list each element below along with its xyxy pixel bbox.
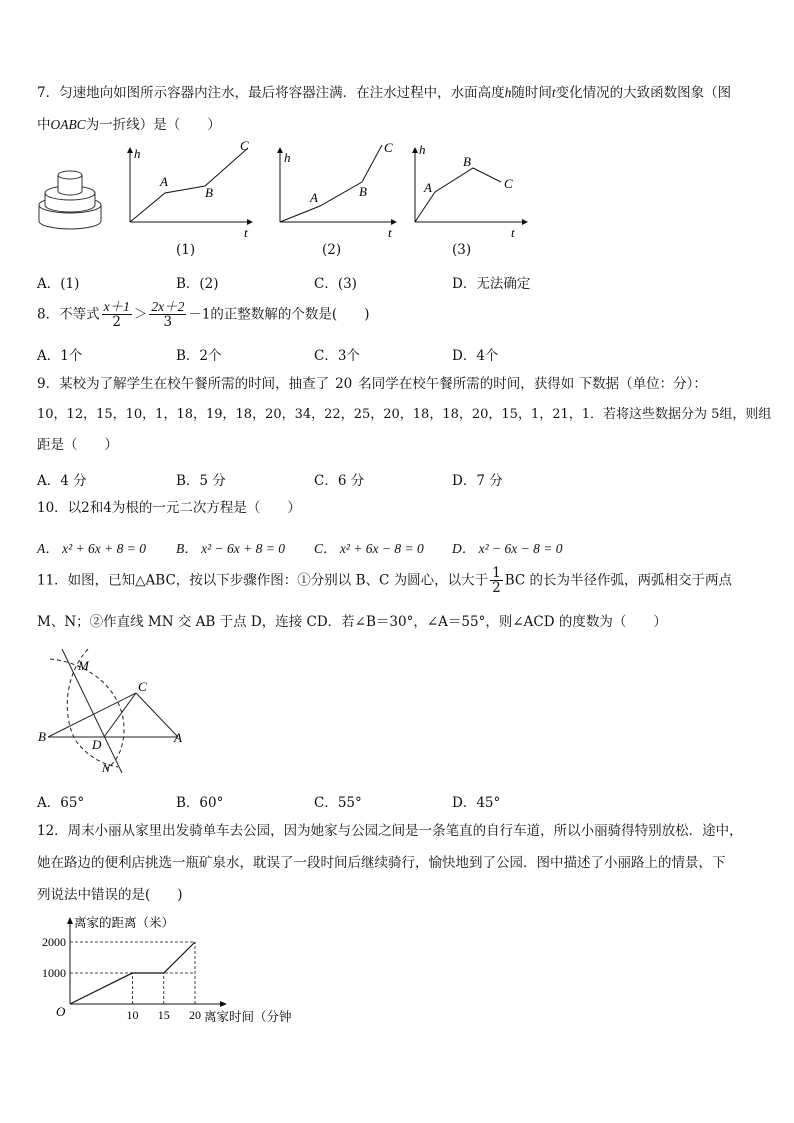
q11-figure — [36, 645, 196, 780]
graph-2-label: (2) — [322, 242, 342, 258]
q7-option-b[interactable]: B．(2) — [176, 276, 219, 292]
g3-axis-t: t — [511, 225, 515, 240]
q7-text-a: 7．匀速地向如图所示容器内注水，最后将容器注满．在注水过程中，水面高度 — [37, 85, 505, 101]
q11-stem-line1 — [37, 566, 732, 595]
q9-count: 20 — [335, 376, 353, 392]
q7-var-t: t — [551, 85, 556, 100]
g1-point-a: A — [160, 174, 168, 189]
g3-point-b: B — [463, 154, 471, 169]
chart-y-arrow — [67, 917, 73, 924]
container-figure — [36, 165, 106, 237]
q12-stem-line2: 她在路边的便利店挑选一瓶矿泉水，耽误了一段时间后继续骑行，愉快地到了公园．图中描述了小丽路上的情景，下 — [37, 855, 726, 871]
q11-label-b: B — [38, 729, 46, 744]
q11-label-n: N — [102, 761, 111, 775]
g1-axis-t: t — [244, 225, 248, 240]
q7-option-d[interactable]: D．无法确定 — [452, 276, 531, 292]
q12-stem-line3: 列说法中错误的是( ) — [37, 887, 183, 903]
q9-option-a[interactable]: A．4 分 — [37, 473, 87, 489]
graph-3-label: (3) — [452, 242, 472, 258]
g3-axis-h: h — [419, 142, 426, 157]
q9-text-a: 9．某校为了解学生在校午餐所需的时间，抽查了 — [37, 376, 330, 392]
chart-x-tick-label: 10 — [126, 1008, 139, 1022]
g2-point-c: C — [384, 140, 393, 155]
q12-distance-chart — [28, 910, 328, 1030]
q7-text-b: 随时间 — [511, 85, 552, 101]
q10-option-a[interactable]: A． x² + 6x + 8 = 0 — [37, 541, 146, 556]
q8-fraction-1 — [102, 300, 132, 329]
q9-option-b[interactable]: B．5 分 — [176, 473, 226, 489]
q11-half-num: 1 — [492, 565, 501, 581]
g1-axis-h: h — [134, 146, 141, 161]
q11-option-b[interactable]: B．60° — [176, 795, 224, 811]
graph-3 — [405, 140, 535, 240]
g2-point-a: A — [310, 190, 318, 205]
q10-option-d[interactable]: D． x² − 6x − 8 = 0 — [452, 541, 563, 556]
q7-text-c: 变化情况的大致函数图象（图 — [555, 85, 732, 101]
q8-option-c[interactable]: C．3个 — [314, 348, 360, 364]
q10-option-b[interactable]: B． x² − 6x + 8 = 0 — [176, 541, 285, 556]
q8-f2-num: 2x＋2 — [151, 299, 185, 314]
g1-point-c: C — [240, 140, 249, 153]
q7-option-c[interactable]: C．(3) — [314, 276, 357, 292]
q8-option-b[interactable]: B．2个 — [176, 348, 222, 364]
chart-x-arrow — [220, 1001, 227, 1007]
q8-gt: ＞ — [133, 306, 148, 323]
q8-stem — [37, 300, 369, 329]
q8-f1-den: 2 — [112, 314, 122, 330]
q11-half-fraction — [490, 566, 503, 595]
graph-1 — [120, 140, 260, 240]
graph-2 — [270, 140, 405, 240]
q12-stem-line1: 12．周末小丽从家里出发骑单车去公园，因为她家与公园之间是一条笔直的自行车道，所以小丽骑得特别放松．途中， — [37, 823, 743, 839]
chart-y-tick-label: 2000 — [42, 935, 66, 949]
q7-text-e: 为一折线）是（ ） — [85, 117, 221, 133]
chart-x-tick-label: 15 — [157, 1008, 170, 1022]
q8-option-a[interactable]: A．1个 — [37, 348, 83, 364]
chart-x-tick-label: 20 — [189, 1008, 201, 1022]
q8-option-d[interactable]: D．4个 — [452, 348, 499, 364]
g3-point-c: C — [504, 176, 513, 191]
q9-stem-line1 — [37, 376, 707, 392]
q7-option-a[interactable]: A．(1) — [37, 276, 80, 292]
q8-f1-num: x＋1 — [103, 299, 130, 314]
chart-origin: O — [56, 1004, 66, 1019]
q7-text-d: 中 — [37, 117, 51, 133]
q9-option-c[interactable]: C．6 分 — [314, 473, 365, 489]
q11-option-c[interactable]: C．55° — [314, 795, 362, 811]
q8-prefix: 8．不等式 — [37, 306, 100, 323]
q11-label-a: A — [174, 730, 182, 745]
chart-x-label: 离家时间（分钟 — [204, 1010, 292, 1024]
q11-option-a[interactable]: A．65° — [37, 795, 85, 811]
q9-stem-line2: 10，12，15，10，1，18，19，18，20，34，22，25，20，18，18，20，15，1，21，1．若将这些数据分为 5组，则组 — [37, 407, 772, 422]
q9-option-d[interactable]: D．7 分 — [452, 473, 503, 489]
q7-var-h: h — [504, 85, 512, 100]
q10-stem: 10．以2和4为根的一元二次方程是（ ） — [37, 500, 301, 516]
q11-stem-line2: M、N；②作直线 MN 交 AB 于点 D，连接 CD．若∠B＝30°，∠A＝55°，则∠ACD 的度数为（ ） — [37, 614, 667, 630]
q11-text-b: BC 的长为半径作弧，两弧相交于两点 — [504, 572, 733, 589]
q8-fraction-2 — [149, 300, 186, 329]
q11-half-den: 2 — [492, 580, 501, 596]
q7-stem-line2 — [37, 117, 221, 133]
q11-label-d: D — [92, 737, 102, 752]
q11-label-c: C — [138, 679, 147, 694]
q9-text-b: 名同学在校午餐所需的时间，获得如 下数据（单位：分）： — [358, 376, 707, 392]
q7-stem-line1 — [37, 85, 731, 101]
g2-point-b: B — [359, 184, 367, 199]
g3-point-a: A — [424, 180, 432, 195]
chart-y-tick-label: 1000 — [42, 966, 66, 980]
q11-text-a: 11．如图，已知△ABC，按以下步骤作图：①分别以 B、C 为圆心，以大于 — [37, 572, 489, 589]
q8-suffix: －1的正整数解的个数是( ) — [188, 306, 370, 323]
chart-y-label: 离家的距离（米） — [74, 916, 175, 930]
q10-option-c[interactable]: C． x² + 6x − 8 = 0 — [314, 541, 424, 556]
q8-f2-den: 3 — [163, 314, 173, 330]
q9-stem-line3: 距是（ ） — [37, 437, 118, 453]
g2-axis-t: t — [388, 225, 392, 240]
graph-1-label: (1) — [176, 242, 196, 258]
q11-option-d[interactable]: D．45° — [452, 795, 501, 811]
g1-point-b: B — [205, 185, 213, 200]
q11-label-m: M — [78, 658, 89, 673]
g2-axis-h: h — [284, 150, 291, 165]
q7-var-oabc: OABC — [50, 117, 86, 132]
